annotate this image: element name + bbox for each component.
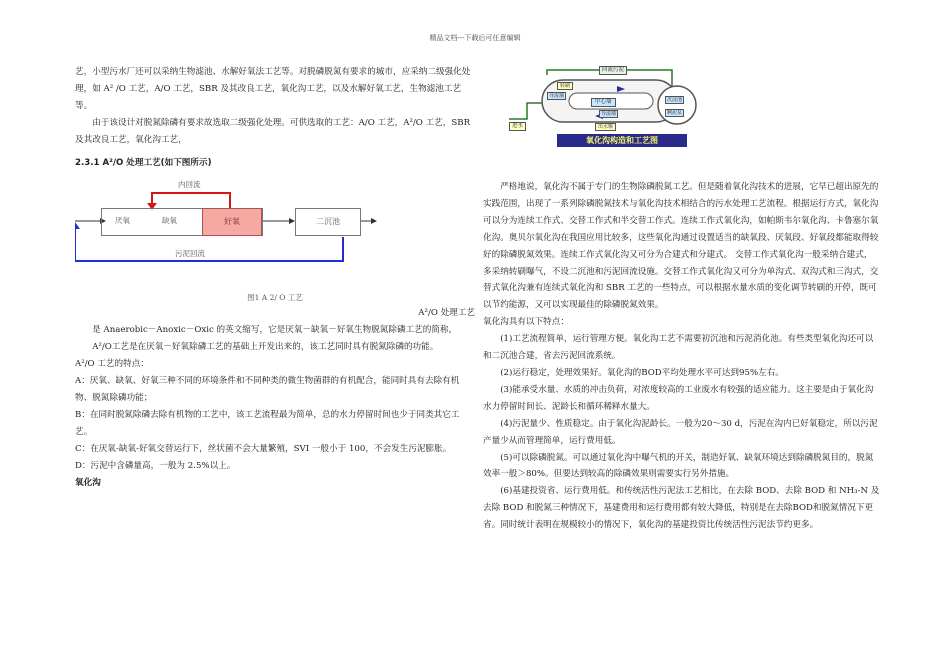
paragraph: 严格地说，氧化沟不属于专门的生物除磷脱氮工艺。但是随着氧化沟技术的进展，它早已超出原先的实践范围，出现了一系列除磷脱氮技术与氧化沟技术相结合的污水处理工艺流程。根据运行方式，氧化沟可以分为连续工作式、交替工作式和半交替工作式。连续工作式氧化沟，如帕斯韦尔氧化沟、卡鲁塞尔氧化沟。奥贝尔氧化沟在我国应用比较多，这些氧化沟通过设置适当的缺氧段、厌氧段、好氧段都能取得较好的除磷脱氮效果。连续工作式氧化沟又可分为合建式和分建式。 交替工作式氧化沟一般采纳合建式，多采纳转刷曝气，不设二沉池和污泥回流设施。交替工作式氧化沟又可分为单沟式、双沟式和三沟式，交替式氧化沟兼有连续式氧化沟和 SBR 工艺的一些特点，可以根据水量水质的变化调节转刷的开停，既可以节约能源，又可以实现最佳的除磷脱氮效果。 — [483, 182, 879, 311]
sludge-pump-label: 剩泥泵 — [667, 110, 683, 116]
paragraph: A²/O工艺是在厌氧－好氧除磷工艺的基础上开发出来的，该工艺同时具有脱氮除磷的功能。 — [92, 342, 439, 353]
paragraph: A：厌氧、缺氧、好氧三种不同的环境条件和不同种类的微生物菌群的有机配合，能同时具有去除有机物、脱氮除磷功能； — [75, 376, 460, 403]
paragraph: 由于该设计对脱氮除磷有要求故选取二级强化处理。可供选取的工艺：A/O 工艺，A²/O 工艺，SBR 及其改良工艺，氧化沟工艺， — [75, 117, 471, 145]
section-heading: 氧化沟 — [75, 477, 101, 488]
guide-wall-label-2: 导流墙 — [601, 111, 617, 117]
outlet-weir-label: 出水堰 — [595, 123, 616, 131]
list-item: (3)能承受水量、水质的冲击负荷，对浓度较高的工业废水有较强的适应能力。这主要是由于氧化沟水力停留时间长、泥龄长和循环稀释水量大。 — [483, 384, 874, 412]
aerobic-zone: 好氧 — [202, 208, 262, 236]
list-item: (2)运行稳定，处理效果好。氧化沟的BOD平均处理水平可达到95%左右。 — [500, 367, 784, 378]
paragraph: B：在同时脱氮除磷去除有机物的工艺中，该工艺流程最为简单，总的水力停留时间也少于同类其它工艺。 — [75, 409, 460, 437]
figure-caption: 图1 A 2/ O 工艺 — [247, 293, 303, 303]
list-item: (5)可以除磷脱氮。可以通过氧化沟中曝气机的开关，制造好氧、缺氧环境达到除磷脱氮目的，脱氮效率一般＞80%。但要达到较高的除磷效果则需要实行另外措施。 — [483, 452, 874, 480]
center-wall-label: 中心墙 — [591, 98, 616, 107]
inlet-label: 进水 — [509, 122, 526, 131]
paragraph: C：在厌氧-缺氧-好氧交替运行下，丝状菌不会大量繁殖，SVI 一般小于 100，不会发生污泥膨胀。 — [75, 443, 452, 454]
internal-recycle-label: 内回流 — [178, 180, 201, 190]
list-item: (1)工艺流程简单，运行管理方便。氧化沟工艺不需要初沉池和污泥消化池。有些类型氧化沟还可以和二沉池合建，省去污泥回流系统。 — [483, 334, 874, 362]
oxidation-ditch-image — [507, 63, 697, 152]
return-sludge-label: 回流污泥 — [599, 66, 627, 75]
guide-wall-label: 导流墙 — [549, 93, 565, 99]
secondary-clarifier: 二沉池 — [295, 208, 361, 236]
sludge-return-label: 污泥回流 — [175, 249, 205, 259]
section-heading: 2.3.1 A²/O 处理工艺(如下图所示) — [75, 157, 212, 168]
list-item: (4)污泥量少、性质稳定。由于氧化沟泥龄长。一般为20～30 d，污泥在沟内已好氧稳定，所以污泥产量少从而管理简单，运行费用低。 — [483, 418, 878, 446]
left-column — [75, 64, 475, 491]
paragraph: 艺，小型污水厂还可以采纳生物滤池、水解好氧法工艺等。对脱磷脱氮有要求的城市，应采纳二级强化处理，如 A² /O 工艺，A/O 工艺，SBR 及其改良工艺，氧化沟工艺，以及水解好氧工艺，生物滤池工艺等。 — [75, 67, 471, 111]
right-column — [483, 179, 881, 534]
paragraph: A²/O 工艺的特点： — [75, 359, 149, 370]
anoxic-label: 缺氧 — [162, 216, 177, 226]
image-banner-title: 氧化沟构造和工艺图 — [586, 136, 658, 145]
paragraph: 是 Anaerobic－Anoxic－Oxic 的英文缩写，它是厌氧－缺氧－好氧生物脱氮除磷工艺的简称， — [92, 325, 458, 336]
paragraph: 氧化沟具有以下特点： — [483, 317, 569, 328]
figure-caption-right: A²/O 处理工艺 — [418, 308, 475, 319]
a2o-process-diagram — [75, 177, 475, 295]
paragraph: D：污泥中含磷量高，一般为 2.5%以上。 — [75, 460, 236, 471]
anaerobic-label: 厌氧 — [115, 216, 130, 226]
flow-arrows — [75, 177, 475, 295]
list-item: (6)基建投资省、运行费用低。和传统活性污泥法工艺相比，在去除 BOD、去除 BOD 和 NH₃-N 及去除 BOD 和脱氮三种情况下，基建费用和运行费用都有较大降低，特别是在去除BOD和脱氮情况下更省。同时统计表明在规模较小的情况下，氧化沟的基建投资比传统活性污泥法节约更多。 — [483, 486, 880, 531]
rotor-label: 转刷 — [557, 82, 573, 90]
clarifier-label: 沉淀池 — [667, 97, 683, 103]
page-header: 精品文档---下载后可任意编辑 — [429, 34, 521, 42]
